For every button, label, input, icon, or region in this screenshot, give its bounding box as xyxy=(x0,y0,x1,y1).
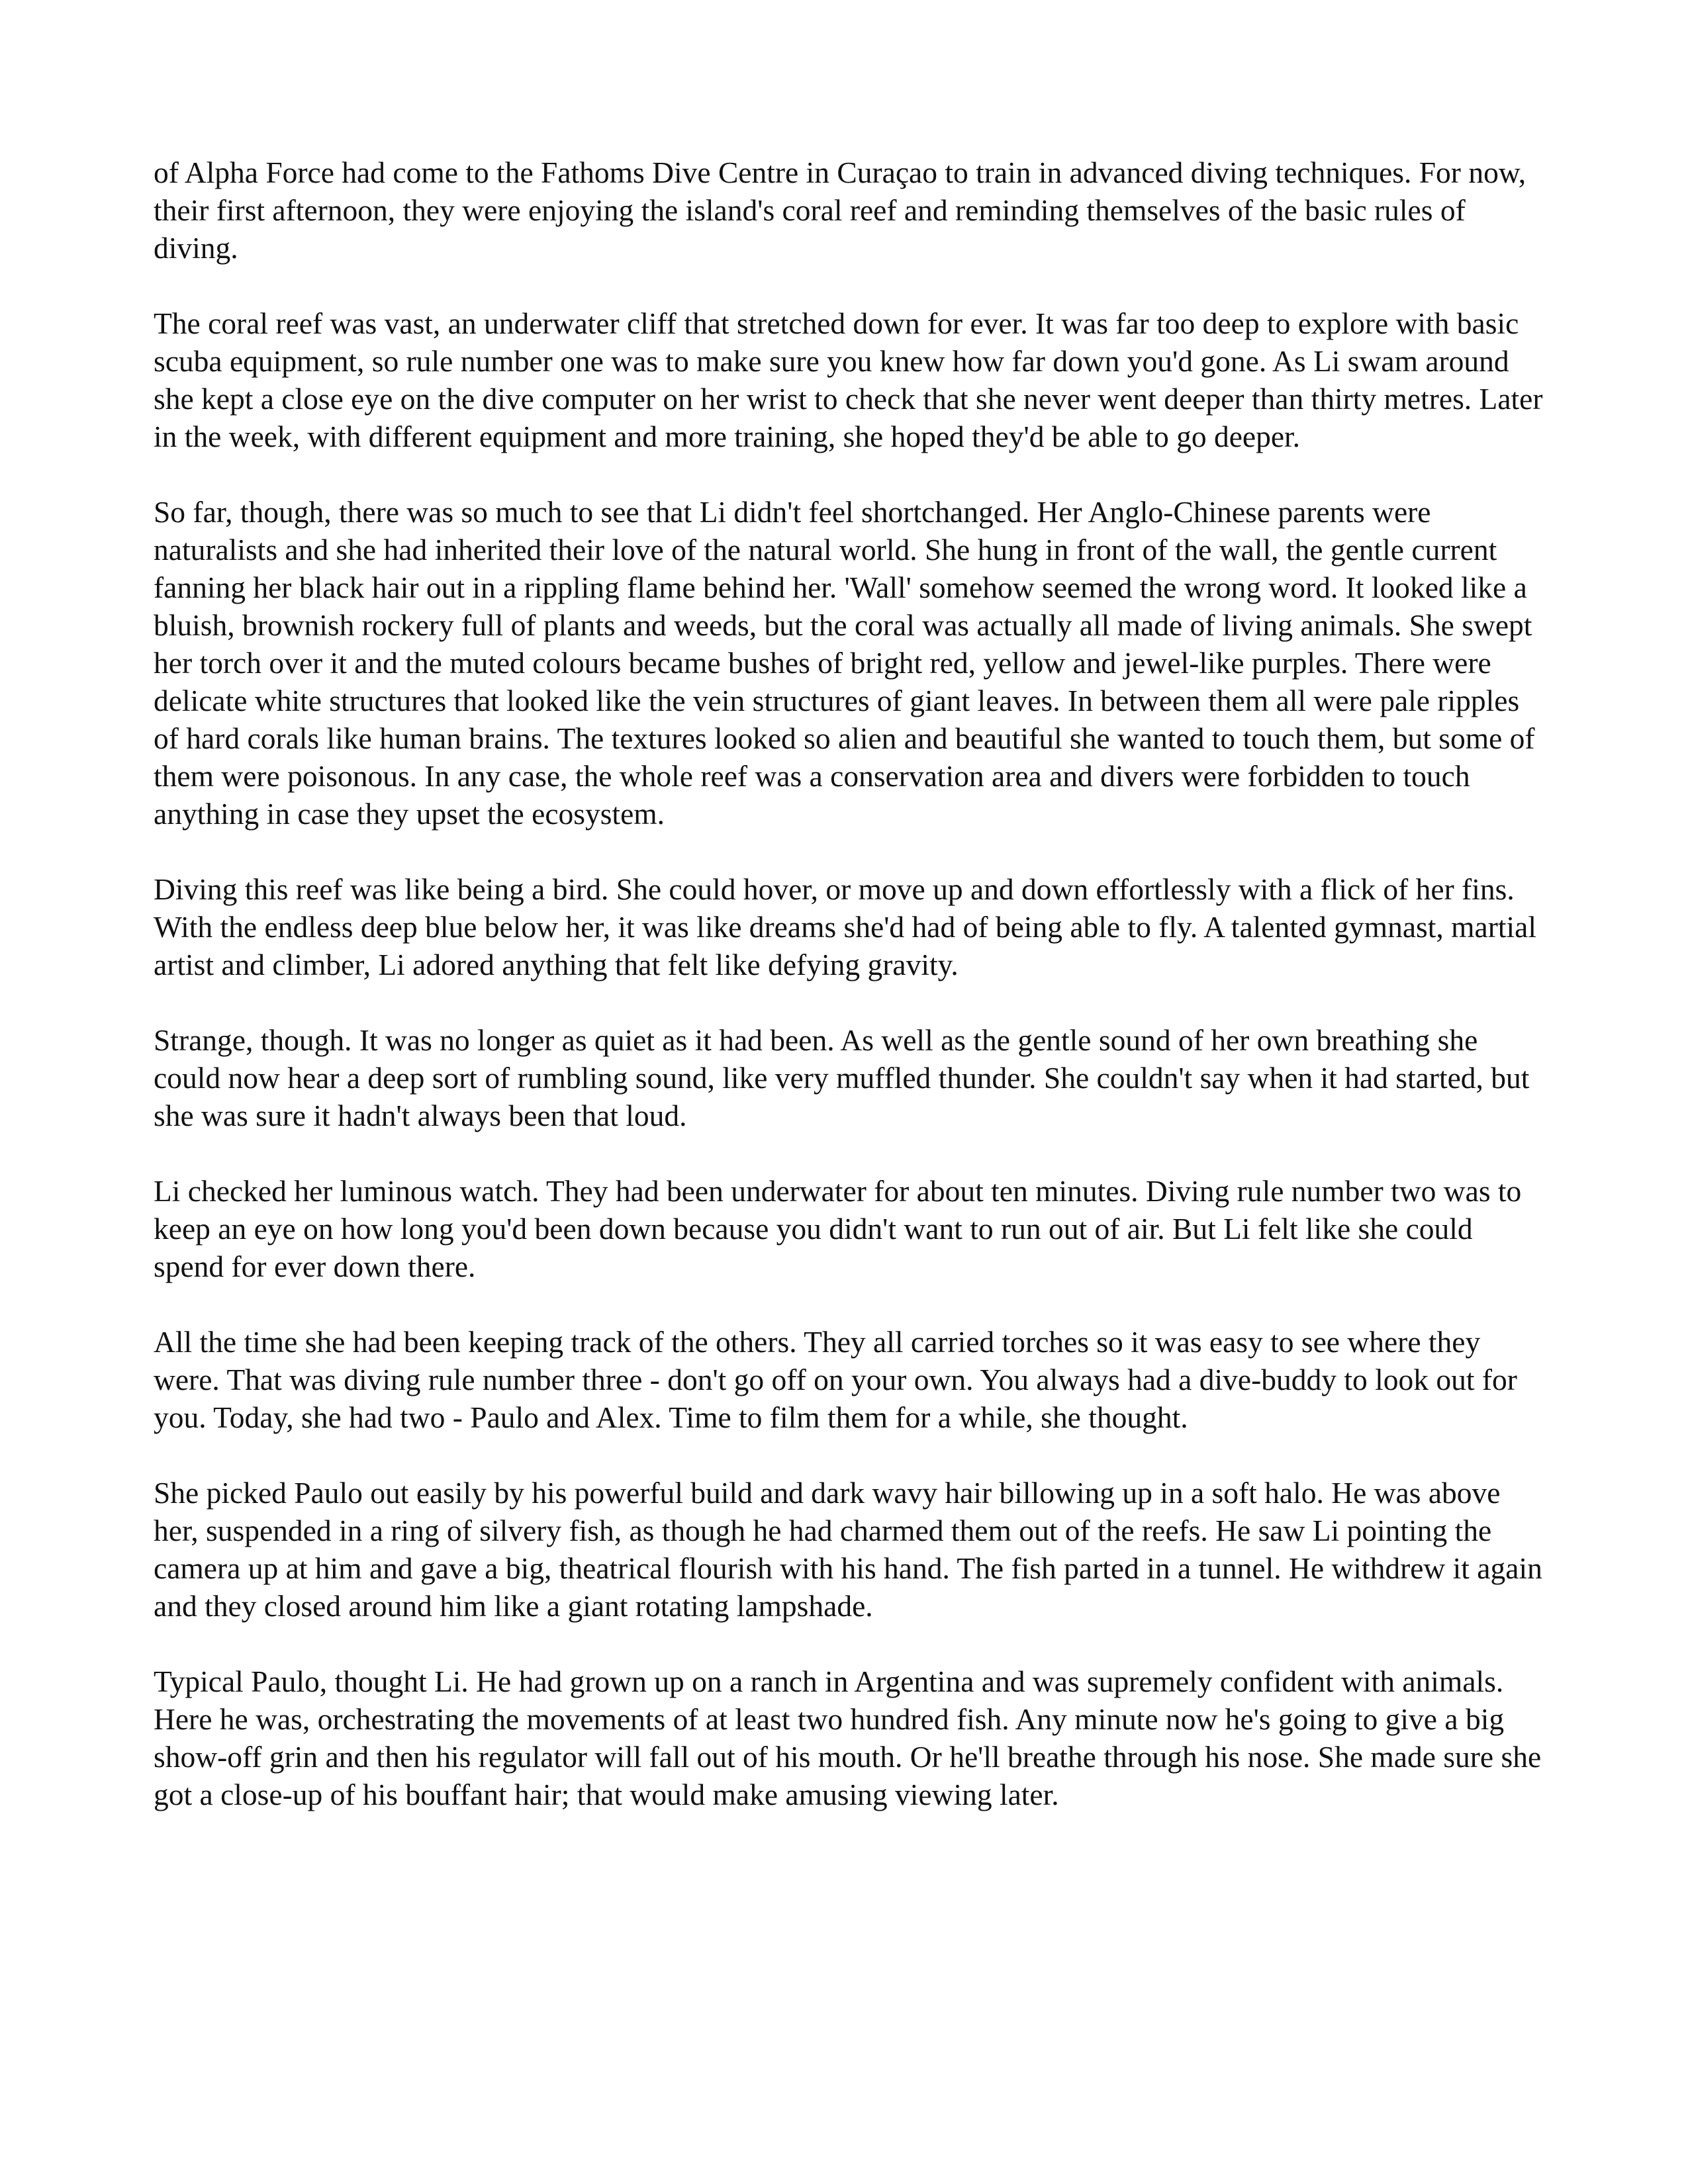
paragraph-3: So far, though, there was so much to see that Li didn't feel shortchanged. Her Anglo-Chinese parents were naturalists and she had inherited their love of the natural world. She hung in front of the wall, the gentle current fanning her black hair out in a rippling flame behind her. 'Wall' somehow seemed the wrong word. It looked like a bluish, brownish rockery full of plants and weeds, but the coral was actually all made of living animals. She swept her torch over it and the muted colours became bushes of bright red, yellow and jewel-like purples. There were delicate white structures that looked like the vein structures of giant leaves. In between them all were pale ripples of hard corals like human brains. The textures looked so alien and beautiful she wanted to touch them, but some of them were poisonous. In any case, the whole reef was a conservation area and divers were forbidden to touch anything in case they upset the ecosystem. xyxy=(154,495,1535,831)
paragraph-2: The coral reef was vast, an underwater cliff that stretched down for ever. It was far too deep to explore with basic scuba equipment, so rule number one was to make sure you knew how far down you'd gone. As Li swam around she kept a close eye on the dive computer on her wrist to check that she never went deeper than thirty metres. Later in the week, with different equipment and more training, she hoped they'd be able to go deeper. xyxy=(154,306,1543,453)
paragraph-6: Li checked her luminous watch. They had been underwater for about ten minutes. Diving rule number two was to keep an eye on how long you'd been down because you didn't want to run out of air. But Li felt like she could spend for ever down there. xyxy=(154,1174,1522,1283)
paragraph-8: She picked Paulo out easily by his powerful build and dark wavy hair billowing up in a soft halo. He was above her, suspended in a ring of silvery fish, as though he had charmed them out of the reefs. He saw Li pointing the camera up at him and gave a big, theatrical flourish with his hand. The fish parted in a tunnel. He withdrew it again and they closed around him like a giant rotating lampshade. xyxy=(154,1476,1542,1623)
paragraph-7: All the time she had been keeping track of the others. They all carried torches so it was easy to see where they were. That was diving rule number three - don't go off on your own. You always had a dive-buddy to look out for you. Today, she had two - Paulo and Alex. Time to film them for a while, she thought. xyxy=(154,1325,1517,1434)
paragraph-9: Typical Paulo, thought Li. He had grown up on a ranch in Argentina and was supremely confident with animals. Here he was, orchestrating the movements of at least two hundred fish. Any minute now he's going to give a big show-off grin and then his regulator will fall out of his mouth. Or he'll breathe through his nose. She made sure she got a close-up of his bouffant hair; that would make amusing viewing later. xyxy=(154,1664,1542,1811)
paragraph-4: Diving this reef was like being a bird. She could hover, or move up and down effortlessly with a flick of her fins. With the endless deep blue below her, it was like dreams she'd had of being able to fly. A talented gymnast, martial artist and climber, Li adored anything that felt like defying gravity. xyxy=(154,872,1536,981)
paragraph-1: of Alpha Force had come to the Fathoms Dive Centre in Curaçao to train in advanced diving techniques. For now, their first afternoon, they were enjoying the island's coral reef and reminding themselves of the basic rules of diving. xyxy=(154,156,1526,265)
body-text xyxy=(154,154,1550,1813)
paragraph-5: Strange, though. It was no longer as quiet as it had been. As well as the gentle sound of her own breathing she could now hear a deep sort of rumbling sound, like very muffled thunder. She couldn't say when it had started, but she was sure it hadn't always been that loud. xyxy=(154,1023,1530,1132)
